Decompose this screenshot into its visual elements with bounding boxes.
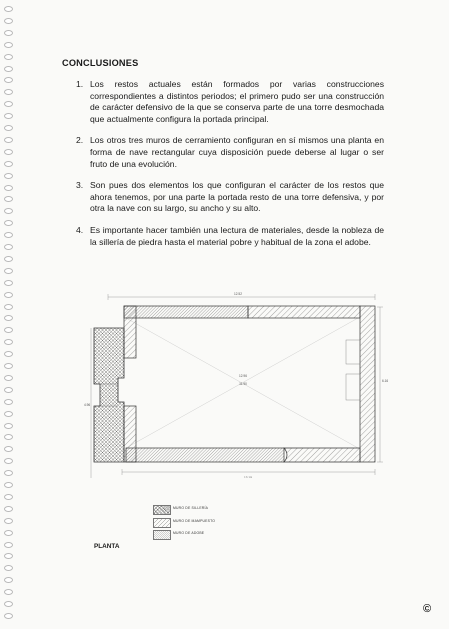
binding-ring <box>4 506 13 512</box>
binding-ring <box>4 292 13 298</box>
north-wall-adobe <box>124 306 248 318</box>
binding-ring <box>4 411 13 417</box>
portal-tower <box>94 328 124 462</box>
binding-ring <box>4 315 13 321</box>
binding-ring <box>4 173 13 179</box>
binding-ring <box>4 137 13 143</box>
legend-label: MURO DE SILLERÍA <box>173 506 209 510</box>
binding-ring <box>4 244 13 250</box>
legend-item <box>153 505 273 514</box>
binding-ring <box>4 304 13 310</box>
diagonal-swatch-icon <box>153 518 171 528</box>
item-number: 3. <box>76 180 84 191</box>
binding-ring <box>4 66 13 72</box>
east-opening <box>346 340 360 364</box>
east-wall <box>360 306 375 462</box>
binding-ring <box>4 232 13 238</box>
binding-ring <box>4 434 13 440</box>
binding-ring <box>4 351 13 357</box>
binding-ring <box>4 482 13 488</box>
binding-ring <box>4 220 13 226</box>
binding-ring <box>4 387 13 393</box>
copyright-icon: © <box>423 603 432 615</box>
item-text: Es importante hacer también una lectura de materiales, desde la nobleza de la sillería de piedra hasta el material pobre y habitual de la zona el adobe. <box>90 224 384 247</box>
legend-item <box>153 530 273 539</box>
item-text: Los restos actuales están formados por varias construcciones correspondientes a distintos periodos; el primero pudo ser una construcción de carácter defensivo de la que se conserva parte de una torre desmochada que actualmente configura la portada principal. <box>90 79 384 124</box>
south-wall-adobe <box>126 448 284 462</box>
binding-ring <box>4 565 13 571</box>
binding-ring <box>4 553 13 559</box>
binding-ring <box>4 161 13 167</box>
binding-ring <box>4 101 13 107</box>
binding-ring <box>4 577 13 583</box>
section-heading: CONCLUSIONES <box>62 58 139 68</box>
list-item <box>62 79 384 125</box>
cross-hatch-swatch-icon <box>153 505 171 515</box>
plan-legend <box>153 505 273 543</box>
binding-ring <box>4 77 13 83</box>
item-number: 1. <box>76 79 84 89</box>
binding-ring <box>4 458 13 464</box>
binding-ring <box>4 363 13 369</box>
north-wall-masonry <box>248 306 360 318</box>
floor-plan-drawing <box>78 288 388 478</box>
legend-label: MURO DE MAMPUESTO <box>173 518 216 523</box>
legend-item <box>153 518 273 527</box>
binding-ring <box>4 113 13 119</box>
binding-ring <box>4 470 13 476</box>
item-text: Son pues dos elementos los que configuran el carácter de los restos que ahora tenemos, por una parte la portada resto de una torre defensiva, y por otra la nave con su largo, su ancho y su alto. <box>90 180 384 214</box>
binding-ring <box>4 589 13 595</box>
binding-ring <box>4 530 13 536</box>
binding-ring <box>4 185 13 191</box>
dimension-label-top: 12.52 <box>234 292 242 296</box>
binding-ring <box>4 149 13 155</box>
binding-ring <box>4 518 13 524</box>
plan-caption: PLANTA <box>94 543 120 550</box>
binding-ring <box>4 125 13 131</box>
list-item <box>62 180 384 215</box>
dense-diagonal-swatch-icon <box>153 530 171 540</box>
item-number: 2. <box>76 135 84 146</box>
dimension-label-center-2: 11.90 <box>239 382 247 386</box>
binding-ring <box>4 256 13 262</box>
dimension-label-left: 4.96 <box>84 403 91 407</box>
binding-ring <box>4 327 13 333</box>
binding-ring <box>4 18 13 24</box>
binding-ring <box>4 423 13 429</box>
binding-ring <box>4 6 13 12</box>
binding-ring <box>4 542 13 548</box>
dimension-label-bottom: 13.15 <box>244 476 252 478</box>
binding-ring <box>4 375 13 381</box>
binding-ring <box>4 89 13 95</box>
binding-ring <box>4 54 13 60</box>
binding-ring <box>4 446 13 452</box>
binding-ring <box>4 601 13 607</box>
binding-ring <box>4 268 13 274</box>
legend-label: MURO DE ADOBE <box>173 531 205 535</box>
binding-ring <box>4 42 13 48</box>
binding-ring <box>4 208 13 214</box>
binding-ring <box>4 339 13 345</box>
east-opening-2 <box>346 374 360 400</box>
binding-ring <box>4 196 13 202</box>
dimension-label-right: 6.16 <box>382 379 388 383</box>
conclusions-list <box>62 79 384 258</box>
list-item <box>62 225 384 248</box>
spiral-binding <box>2 6 14 626</box>
west-wall <box>124 306 136 358</box>
binding-ring <box>4 613 13 619</box>
binding-ring <box>4 494 13 500</box>
binding-ring <box>4 280 13 286</box>
item-number: 4. <box>76 224 84 235</box>
west-wall-lower <box>124 406 136 462</box>
dimension-label-center-1: 12.96 <box>239 374 247 378</box>
binding-ring <box>4 30 13 36</box>
item-text: Los otros tres muros de cerramiento configuran en sí mismos una planta en forma de nave rectangular cuya disposición puede deberse al lugar o ser fruto de una evolución. <box>90 135 384 169</box>
binding-ring <box>4 399 13 405</box>
list-item <box>62 135 384 170</box>
south-wall-masonry <box>284 448 360 462</box>
